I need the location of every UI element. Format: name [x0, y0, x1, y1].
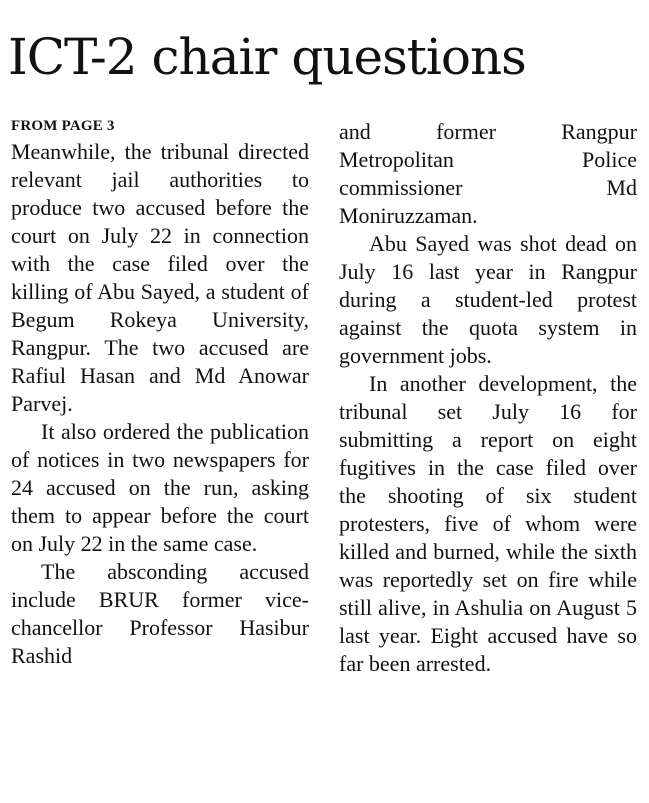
article-column-right [339, 116, 637, 678]
paragraph-tribunal-directive: Meanwhile, the tribunal directed relevant jail authorities to produce two accused before the court on July 22 in connection with the case filed over the killing of Abu Sayed, a student of Begum Rokeya University, Rangpur. The two accused are Rafiul Hasan and Md Anowar Parvej. [11, 139, 309, 416]
headline: ICT-2 chair questions [8, 28, 526, 86]
continued-from-label: FROM PAGE 3 [11, 118, 115, 134]
paragraph-ashulia: In another development, the tribunal set July 16 for submitting a report on eight fugitives in the case filed over the shooting of six student protesters, five of whom were killed and burned, while the sixth was reportedly set on fire while still alive, in Ashulia on August 5 last year. Eight accused have so far been arrested. [339, 371, 637, 676]
article-column-left [11, 116, 309, 670]
paragraph-absconding-accused: The absconding accused include BRUR former vice-chancellor Professor Hasibur Rashid [11, 559, 309, 668]
paragraph-abu-sayed: Abu Sayed was shot dead on July 16 last year in Rangpur during a student-led protest against the quota system in government jobs. [339, 231, 637, 368]
paragraph-notices: It also ordered the publication of notices in two newspapers for 24 accused on the run, asking them to appear before the court on July 22 in the same case. [11, 419, 309, 556]
paragraph-continuation: and former Rangpur Metropolitan Police commissioner Md Moniruzzaman. [339, 119, 637, 228]
